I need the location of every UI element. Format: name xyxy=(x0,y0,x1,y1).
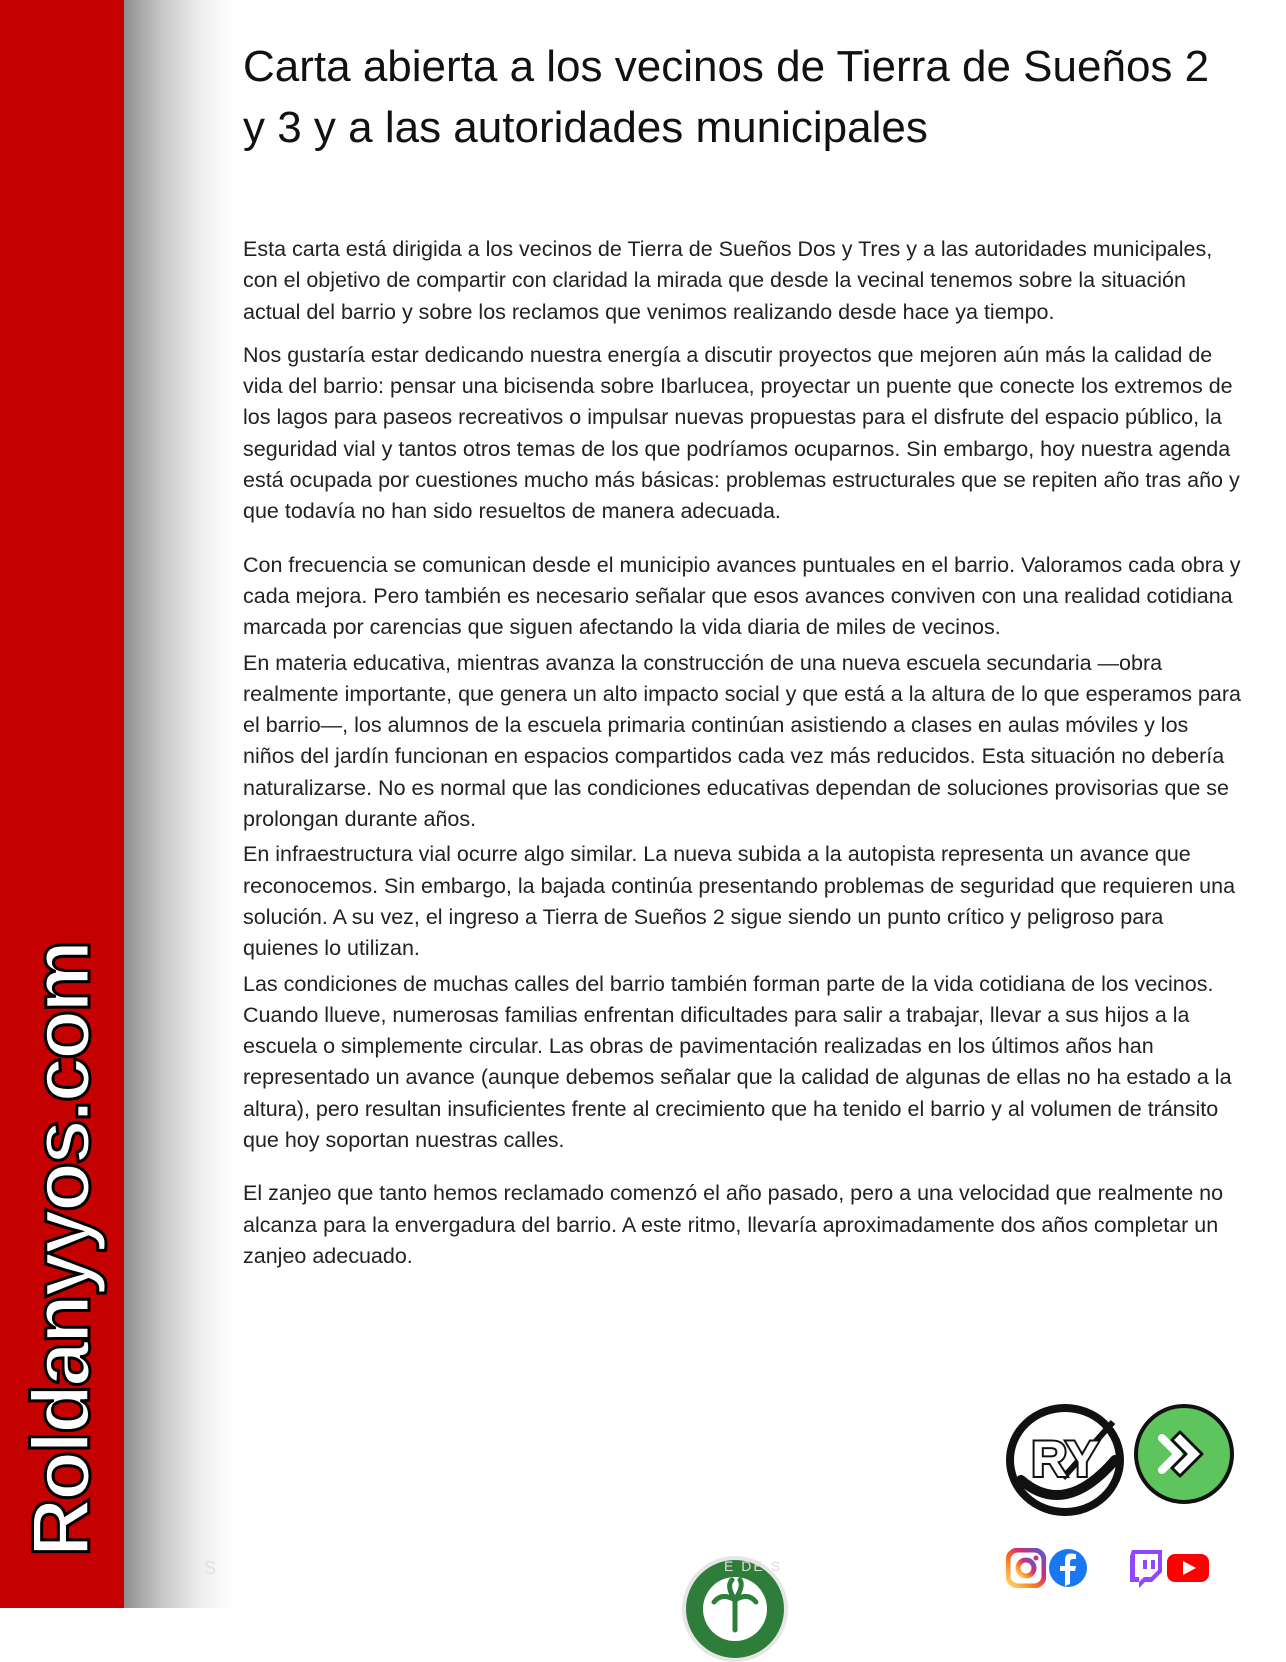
ry-logo-text: RY xyxy=(1031,1431,1099,1487)
paragraph-3: Con frecuencia se comunican desde el municipio avances puntuales en el barrio. Valoramos cada obra y cada mejora. Pero también es necesario señalar que esos avances conviven con una realidad cotidiana marcada por carencias que siguen afectando la vida diaria de miles de vecinos. xyxy=(243,552,1241,640)
brand-watermark: Roldanyyos.com xyxy=(16,942,107,1558)
paragraph-1: Esta carta está dirigida a los vecinos de Tierra de Sueños Dos y Tres y a las autoridades municipales, con el objetivo de compartir con claridad la mirada que desde la vecinal tenemos sobre la situación actual del barrio y sobre los reclamos que venimos realizando desde hace ya tiempo. xyxy=(243,237,1213,324)
paragraph-2: Nos gustaría estar dedicando nuestra energía a discutir proyectos que mejoren aún más la calidad de vida del barrio: pensar una bicisenda sobre Ibarlucea, proyectar un puente que conecte los extremos de los lagos para paseos recreativos o impulsar nuevas propuestas para el disfrute del espacio público, la seguridad vial y tantos otros temas de los que podríamos ocuparnos. Sin embargo, hoy nuestra agenda está ocupada por cuestiones mucho más básicas: problemas estructurales que se repiten año tras año y que todavía no han sido resueltos de manera adecuada. xyxy=(243,342,1240,524)
paragraph-4: En materia educativa, mientras avanza la construcción de una nueva escuela secundaria —obra realmente importante, que genera un alto impacto social y que está a la altura de lo que esperamos para el barrio—, los alumnos de la escuela primaria continúan asistiendo a clases en aulas móviles y los niños del jardín funcionan en espacios compartidos cada vez más reducidos. Esta situación no debería naturalizarse. No es normal que las condiciones educativas dependan de soluciones provisorias que se prolongan durante años. xyxy=(243,650,1241,832)
footer-faint-text: S xyxy=(204,1558,217,1578)
next-arrow-icon xyxy=(1152,1422,1216,1486)
document-body xyxy=(243,36,1243,1272)
paragraph-5: En infraestructura vial ocurre algo similar. La nueva subida a la autopista representa un avance que reconocemos. Sin embargo, la bajada continúa presentando problemas de seguridad que requieren una solución. A su vez, el ingreso a Tierra de Sueños 2 sigue siendo un punto crítico y peligroso para quienes lo utilizan. xyxy=(243,842,1236,961)
paragraph-7: El zanjeo que tanto hemos reclamado comenzó el año pasado, pero a una velocidad que realmente no alcanza para la envergadura del barrio. A este ritmo, llevaría aproximadamente dos años completar un zanjeo adecuado. xyxy=(243,1181,1224,1268)
seal-text: E DE S xyxy=(724,1558,782,1574)
ry-logo-icon xyxy=(1003,1400,1127,1520)
twitch-icon[interactable] xyxy=(1126,1548,1166,1588)
next-button[interactable] xyxy=(1134,1404,1234,1504)
document-title: Carta abierta a los vecinos de Tierra de Sueños 2 y 3 y a las autoridades municipales xyxy=(243,42,1210,152)
paragraph-6: Las condiciones de muchas calles del barrio también forman parte de la vida cotidiana de los vecinos. Cuando llueve, numerosas familias enfrentan dificultades para salir a trabajar, llevar a sus hijos a la escuela o simplemente circular. Las obras de pavimentación realizadas en los últimos años han representado un avance (aunque debemos señalar que la calidad de algunas de ellas no ha estado a la altura), pero resultan insuficientes frente al crecimiento que ha tenido el barrio y al volumen de tránsito que hoy soportan nuestras calles. xyxy=(243,971,1232,1153)
facebook-icon[interactable] xyxy=(1048,1548,1088,1588)
instagram-icon[interactable] xyxy=(1006,1548,1046,1588)
page-shadow xyxy=(124,0,234,1608)
youtube-icon[interactable] xyxy=(1166,1548,1210,1588)
